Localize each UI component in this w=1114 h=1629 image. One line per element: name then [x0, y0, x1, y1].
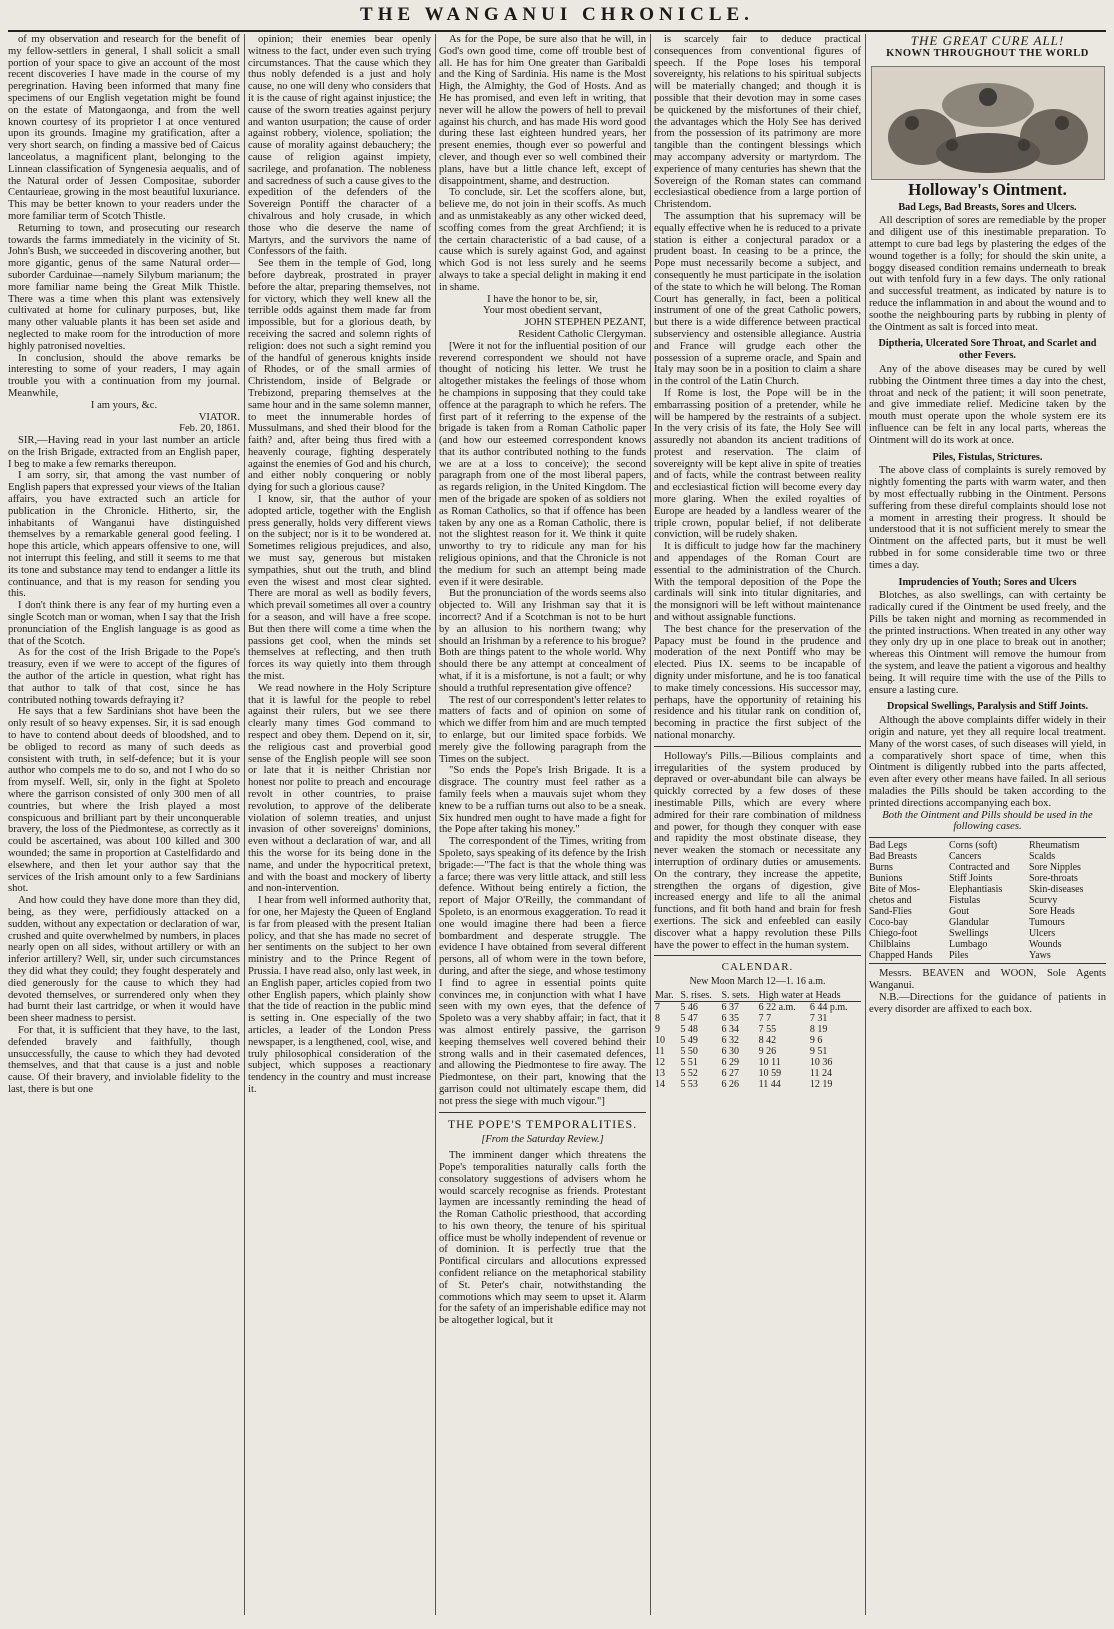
- column-1: [8, 34, 240, 1615]
- advert-brand: Holloway's Ointment.: [908, 179, 1067, 199]
- calendar-cell: 10 11: [758, 1056, 781, 1068]
- calendar-cell: 8 19: [809, 1023, 828, 1035]
- case-item: Cancers: [949, 851, 982, 863]
- paragraph: The correspondent of the Times, writing from Spoleto, says speaking of its defence by the Irish brigade:—"The fact is that the whole thing was a farce; there was very little attack, and still less defence. Without being entirely a fiction, the report of Major O'Reilly, the commandant of Spoleto, is an enormous exaggeration. To read it one would imagine there had been a fierce bombardment and desperate struggle. The evidence I have obtained from several different persons, all of whom were in the town before, during, and after the siege, and whose testimony I find to agree in essential points quite convinces me, in conjunction with what I have seen with my own eyes, that the defence of Spoleto was a very shabby affair; in fact, that it was almost entirely passive, the garrison keeping themselves well covered behind their strong walls and in their casemated defences, and allowing the Piedmontese to fire away. The Piedmontese, on their part, knowing that the garrison could not ultimately escape them, did not press the siege with much vigour."]: [439, 836, 646, 1107]
- divider: [654, 746, 861, 747]
- paragraph: opinion; their enemies bear openly witness to the fact, under even such trying circumstances. That the cause which they thus nobly defended is a just and holy cause, no one will deny who considers that it is the cause of right against injustice; the cause of the sworn treaties against perjury and wanton usurpation; the cause of order against robbery, violence, spoliation; the cause of morality against debauchery; the cause of religion against impiety, sacrilege, and profanation. The nobleness and sacredness of such a cause gives to the expedition of the defenders of the Sovereign Pontiff the character of a chivalrous and holy crusade, in which those who die deserve the name of Martyrs, and the survivors the name of Confessors of the faith.: [248, 34, 431, 258]
- letter-signature-title: Resident Catholic Clergyman.: [518, 328, 646, 340]
- case-item: Bad Legs: [869, 840, 908, 852]
- case-item: Burns: [869, 862, 893, 874]
- calendar-cell: 6 35: [721, 1012, 740, 1024]
- letter-close: Your most obedient servant,: [483, 305, 602, 317]
- columns: [8, 34, 1106, 1615]
- paragraph: The best chance for the preservation of the Papacy must be found in the prudence and moderation of the next Pontiff who may be elected. Pius IX. seems to be incapable of dignity under misfortune, and he is too fanatical to make timely concessions. His successor may, perhaps, have the opportunity of retaining his residence and his titular rank on condition of, becoming in practice the first subject of the national monarchy.: [654, 623, 861, 742]
- case-item: Glandular: [949, 917, 989, 929]
- paragraph: It is difficult to judge how far the machinery and appendages of the Roman Court are essential to the administration of the Church. With the temporal deposition of the Pope the cardinals will sink into titular dignitaries, and the monsignori will be left without maintenance and without assignable functions.: [654, 541, 861, 624]
- calendar-cell: 6 34: [721, 1023, 740, 1035]
- case-item: Yaws: [1029, 950, 1051, 962]
- paragraph: Blotches, as also swellings, can with certainty be radically cured if the Ointment be used freely, and the Pills be taken night and morning as recommended in the printed instructions. When treated in any other way they only dry up in one place to break out in another; whereas this Ointment will remove the humour from the system, and leave the patient a vigorous and healthy being. It will require time with the use of the Pills to ensure a lasting cure.: [869, 590, 1106, 696]
- nb-note: N.B.—Directions for the guidance of patients in every disorder are affixed to each box.: [869, 991, 1106, 1015]
- calendar-header: S. rises.: [679, 990, 720, 1002]
- cases-title: Both the Ointment and Pills should be used in the following cases.: [882, 809, 1093, 833]
- case-item: Corns (soft): [949, 840, 998, 852]
- calendar-cell: 11: [655, 1045, 665, 1057]
- calendar-cell: 9 51: [809, 1045, 828, 1057]
- case-item: Skin-diseases: [1029, 884, 1084, 896]
- case-item: Bite of Mos-: [869, 884, 921, 896]
- case-item: Wounds: [1029, 939, 1062, 951]
- agents: Messrs. BEAVEN and WOON, Sole Agents Wanganui.: [869, 968, 1106, 992]
- calendar-cell: 5 47: [680, 1012, 698, 1024]
- paragraph: I don't think there is any fear of my hurting even a single Scotch man or woman, when I say that the Irish pronunciation of the English language is as good as that of the Scotch.: [8, 600, 240, 647]
- calendar-cell: 8: [655, 1012, 660, 1024]
- calendar-cell: 6 29: [721, 1056, 740, 1068]
- paragraph: But the pronunciation of the words seems also objected to. Will any Irishman say that it is incorrect? And if a Scotchman is not to be hurt by an allusion to his northern twang; why should an Irishman by a reference to his brogue? Both are things patent to the whole world. Why should there be any attempt at concealment of what, if it is a misfortune, is not a fault; or why should a truthful representation give offence?: [439, 588, 646, 694]
- calendar-row: [654, 1068, 861, 1079]
- calendar-table: [654, 990, 861, 1090]
- calendar-cell: 5 51: [680, 1056, 698, 1068]
- calendar-cell: 6 44 p.m.: [809, 1001, 848, 1013]
- column-3: [439, 34, 646, 1615]
- calendar-cell: 5 53: [680, 1078, 698, 1090]
- case-item: Coco-bay: [869, 917, 908, 929]
- calendar-cell: 7 55: [758, 1023, 777, 1035]
- calendar-cell: 10 59: [758, 1067, 782, 1079]
- paragraph: If Rome is lost, the Pope will be in the embarrassing position of a pretender, while he will be hampered by the restraints of a subject. In the very crisis of its fate, the Holy See will assuredly not abandon its ancient traditions of protest and reservation. The claim of sovereignty will be kept alive in spite of treaties and of facts, while the contrast between reality and ecclesiastical fiction will become every day more glaring. When the exiled royalties of Europe are headed by a landless wearer of the triple crown, popular belief, if not deliberate conviction, will be rudely shaken.: [654, 387, 861, 541]
- calendar-row: [654, 1079, 861, 1090]
- column-2: [248, 34, 431, 1615]
- case-item: Chapped Hands: [869, 950, 933, 962]
- article-heading: THE POPE'S TEMPORALITIES.: [447, 1116, 638, 1131]
- engraving-illustration: [872, 67, 1104, 179]
- case-item: Chilblains: [869, 939, 911, 951]
- paragraph: I hear from well informed authority that, for one, her Majesty the Queen of England is far from pleased with the present Italian policy, and that she has made no secret of her sentiments on the subject to her own ministry and to the Prince Regent of Prussia. I have read also, only last week, in an English paper, articles copied from two other English papers, which plainly show that the tide of reaction in the public mind is setting in. One especially of the two articles, a leader of the London Press newspaper, is a lengthened, cool, wise, and truly philosophical consideration of the subject, which supposes a reactionary tendency in the country and must increase it.: [248, 895, 431, 1095]
- calendar-cell: 8 42: [758, 1034, 777, 1046]
- calendar-cell: 7: [655, 1001, 660, 1013]
- calendar-cell: 10 36: [809, 1056, 833, 1068]
- calendar-cell: 6 37: [721, 1001, 740, 1013]
- letter-close: I am yours, &c.: [90, 399, 158, 411]
- calendar-moon: New Moon March 12—1. 16 a.m.: [689, 976, 826, 988]
- article-source: [From the Saturday Review.]: [481, 1134, 604, 1146]
- paragraph: The imminent danger which threatens the Pope's temporalities naturally calls forth the consolatory suggestions of advisers whom he would scarcely recognise as friends. Protestant laymen are incessantly reminding the head of the Roman Catholic priesthood, that according to his own theory, the tenure of his spiritual office must be wholly independent of revenue or of dominion. It is perfectly true that the Pontifical circulars and allocutions expressed confident reliance on the metaphorical stability of St. Peter's chair, notwithstanding the commotions which may seem to upset it. Alarm for the safety of an imperishable edifice may not be altogether logical, but it: [439, 1150, 646, 1327]
- divider: [439, 1112, 646, 1113]
- paragraph: He says that a few Sardinians shot have been the only result of so heavy expenses. Sir, it is sad enough to have to contend about deeds of bloodshed, and to be obliged to record as many of such deeds as consistent with truth, in self-defence; but it is your author who compels me to do so, and not I who do so from myself. Well, sir, only in the fight at Spoleto where the garrison consisted of only 300 men of all countries, but where the Irish played a most conspicuous and brilliant part by their unconquerable bravery, the loss of the Piedmontese, as correctly as it could be ascertained, was about 100 killed and 300 wounded; the same in proportion at Castelfidardo and elsewhere, and then let your author say that the services of the Irish amount only to a few Sardinians shot.: [8, 706, 240, 895]
- paragraph: The above class of complaints is surely removed by nightly fomenting the parts with warm water, and then by most effectually rubbing in the Ointment. Persons suffering from these direful complaints should lose not a moment in arresting their progress. It should be understood that it is not sufficient merely to smear the Ointment on the affected parts, but it must be well rubbed in for some considerable time two or three times a day.: [869, 465, 1106, 571]
- case-item: Contracted and: [949, 862, 1010, 874]
- case-item: Gout: [949, 906, 969, 918]
- case-item: Sore-throats: [1029, 873, 1078, 885]
- case-item: Bunions: [869, 873, 903, 885]
- case-item: Chiego-foot: [869, 928, 918, 940]
- paragraph: For that, it is sufficient that they have, to the last, defended bravely and faithfully, though unsuccessfully, the cause to which they had devoted themselves, and that that cause is a just and noble cause. Of their bravery, and inviolable fidelity to the last, there is but one: [8, 1024, 240, 1095]
- letter-signature: VIATOR.: [198, 411, 240, 423]
- letter-close: I have the honor to be, sir,: [487, 293, 598, 305]
- divider: [654, 955, 861, 956]
- calendar-cell: 10: [655, 1034, 665, 1046]
- paragraph: Any of the above diseases may be cured by well rubbing the Ointment three times a day into the chest, throat and neck of the patient; it will soon penetrate, and give immediate relief. Medicine taken by the mouth must operate upon the whole system ere its influence can be felt in any local parts, whereas the Ointment will do its work at once.: [869, 363, 1106, 446]
- cases-list: [869, 837, 1106, 964]
- calendar-cell: 7 7: [758, 1012, 772, 1024]
- section-title: Imprudencies of Youth; Sores and Ulcers: [898, 576, 1077, 588]
- paragraph: I know, sir, that the author of your adopted article, together with the English press generally, holds very different views on the subject; nor is it to be wondered at. Sometimes religious prejudices, and also, we must say, generous but mistaken sympathies, shut out the truth, and blind even the wisest and most clear sighted. There are moral as well as bodily fevers, which prevail sometimes all over a country for a season, and will have a free scope. But then there will come a time when the passions get cool, when the minds set themselves at reflecting, and then truth forces its way quietly into them through the mist.: [248, 494, 431, 683]
- paragraph: SIR,—Having read in your last number an article on the Irish Brigade, extracted from an English paper, I beg to make a few remarks thereupon.: [8, 435, 240, 470]
- calendar-title: CALENDAR.: [721, 961, 794, 974]
- case-item: Scalds: [1029, 851, 1056, 863]
- paragraph: All description of sores are remediable by the proper and diligent use of this inestimable preparation. To attempt to cure bad legs by plastering the edges of the wound together is a folly; for should the skin unite, a boggy diseased condition remains underneath to break out with tenfold fury in a few days. The only rational and successful treatment, as indicated by nature is to reduce the inflammation in and about the wound and to soothe the neighbouring parts by rubbing in plenty of the Ointment as salt is forced into meat.: [869, 215, 1106, 333]
- calendar-cell: 11 44: [758, 1078, 781, 1090]
- calendar-header: S. sets.: [721, 990, 758, 1002]
- paragraph: To conclude, sir. Let the scoffers alone, but, believe me, do not join in their scoffs. As much and as unmistakeably as any other wicked deed, scoffing comes from the great Archfiend; it is the certain characteristic of a bad cause, of a cause which is surely against God, and against which God is not less surely and he seems always to take a special delight in making it end in shame.: [439, 187, 646, 293]
- masthead: THE WANGANUI CHRONICLE.: [8, 0, 1106, 32]
- case-item: Fistulas: [949, 895, 981, 907]
- calendar-cell: 9: [655, 1023, 660, 1035]
- case-item: chetos and: [869, 895, 912, 907]
- calendar-cell: 6 27: [721, 1067, 740, 1079]
- paragraph: As for the cost of the Irish Brigade to the Pope's treasury, even if we were to accept of the figures of the author of the article in question, what right has that author to talk of that cost, since he has contributed nothing towards defraying it?: [8, 647, 240, 706]
- calendar-row: [654, 1035, 861, 1046]
- calendar-cell: 7 31: [809, 1012, 828, 1024]
- paragraph: I am sorry, sir, that among the vast number of English papers that expressed your views of the Italian affairs, you have extracted such an article for publication in the Chronicle. Hitherto, sir, the inhabitants of Wanganui have distinguished themselves by a remarkable general good feeling. I hope this article, which appears offensive to one, will not interrupt this feeling, and still it seems to me that its tone and substance may tend to endanger a little its continuance, and that is my reason for sending you this.: [8, 470, 240, 600]
- calendar-cell: 9 26: [758, 1045, 777, 1057]
- paragraph: We read nowhere in the Holy Scripture that it is lawful for the people to rebel against their rulers, but we see there clearly many times God command to respect and obey them. Depend on it, sir, the religious cast and proverbial good sense of the English people will see soon or late that it is neither Christian nor honest nor polite to preach and encourage revolt in other countries, to praise revolution, to approve of the deliberate violation of solemn treaties, and unjust invasion of other sovereigns' dominions, even without a declaration of war, and all this the worse for its being done in the name, and under the hypocritical pretext, and with the boast and mockery of liberty and non-intervention.: [248, 682, 431, 895]
- letter-signature: JOHN STEPHEN PEZANT,: [524, 317, 646, 329]
- section-title: Dropsical Swellings, Paralysis and Stiff Joints.: [886, 701, 1089, 713]
- paragraph: See them in the temple of God, long before daybreak, prostrated in prayer before the altar, preparing themselves, not for victory, which they well knew all the terrible odds against them made far from impossible, but for a glorious death, by receiving the sacred and solemn rights of religion: does not such a sight remind you of the handful of generous knights inside of Rhodes, or of the small armies of Christendom, inside of Belgrade or Trebizond, preparing themselves at the same hour and in the same solemn manner, to meet the innumerable hordes of Mussulmans, and shed their blood for the faith? and, after being thus fired with a heavenly courage, fighting desperately against the enemies of God and his church, and either nobly conquering or nobly dying for such a glorious cause?: [248, 258, 431, 494]
- calendar-row: [654, 1057, 861, 1068]
- column-4: [654, 34, 861, 1615]
- calendar-cell: 5 48: [680, 1023, 698, 1035]
- case-item: Rheumatism: [1029, 840, 1080, 852]
- calendar-cell: 12 19: [809, 1078, 833, 1090]
- advert-subtitle: KNOWN THROUGHOUT THE WORLD: [886, 48, 1089, 59]
- calendar-cell: 5 49: [680, 1034, 698, 1046]
- paragraph: The rest of our correspondent's letter relates to matters of facts and of opinion on some of which we differ from him and are much tempted to enlarge, but our limited space forbids. We merely give the following paragraph from the Times on the subject.: [439, 694, 646, 765]
- case-item: Piles: [949, 950, 969, 962]
- case-item: Tumours: [1029, 917, 1065, 929]
- calendar-cell: 5 46: [680, 1001, 698, 1013]
- case-item: Stiff Joints: [949, 873, 993, 885]
- paragraph: In conclusion, should the above remarks be interesting to some of your readers, I may again trouble you with a continuation from my journal. Meanwhile,: [8, 352, 240, 399]
- calendar-cell: 14: [655, 1078, 665, 1090]
- calendar-cell: 6 30: [721, 1045, 740, 1057]
- calendar-cell: 13: [655, 1067, 665, 1079]
- paragraph: Although the above complaints differ widely in their origin and nature, yet they all require local treatment. Many of the worst cases, of such diseases will yield, in a comparatively short space of time, when this Ointment is diligently rubbed into the parts affected, even after every other means have failed. In all serious maladies the Pills should be taken according to the printed directions accompanying each box.: [869, 715, 1106, 809]
- column-rule: [244, 34, 245, 1615]
- paragraph: The assumption that his supremacy will be equally effective when he is reduced to a private station is either a conjectural paradox or a prudent boast. In ceasing to be a prince, the Pope must necessarily become a subject, and consequently he must participate in the isolation of the state to which he will belong. The Roman Court has generally, in fact, been a political instrument of one of the great Catholic powers, but there is a wide difference between practical subserviency and ostensible allegiance. Austria and France will grudge each other the possession of a supreme oracle, and Spain and Italy may soon be in a position to claim a share in the control of the Latin Church.: [654, 210, 861, 388]
- column-rule: [865, 34, 866, 1615]
- pills-advert: Holloway's Pills.—Bilious complaints and irregularities of the system produced by depraved or over-abundant bile can always be quickly corrected by a few doses of these inestimable Pills, which are every where admired for their rare combination of mildness and power, for though they conquer with ease and rapidity the most obstinate disease, they never weaken the stomach or necessitate any interruption of ordinary duties or amusements. On the contrary, they increase the appetite, strengthen the organs of digestion, give increased energy and life to all the animal functions, and fit both hand and brain for fresh exertions. The sick and enfeebled can easily discover what a happy revolution these Pills have the power to effect in the human system.: [654, 750, 861, 951]
- paragraph: Returning to town, and prosecuting our research towards the farms immediately in the vicinity of St. John's Bush, we succeeded in discovering another, but more gigantic, genus of the same Natural order—suborder Carduinae—namely Silybum marianum; the more familiar name being the Great Milk Thistle. There was a time when this plant was extensively cultivated at home for culinary purposes, but, like many other valuable plants it has been set aside and neglected to make room for the introduction of more highly patronised novelties.: [8, 222, 240, 352]
- section-title: Piles, Fistulas, Strictures.: [932, 451, 1043, 463]
- case-item: Swellings: [949, 928, 989, 940]
- column-rule: [435, 34, 436, 1615]
- calendar-cell: 6 26: [721, 1078, 740, 1090]
- advert-engraving-image: [871, 66, 1105, 180]
- calendar-cell: 5 52: [680, 1067, 698, 1079]
- case-item: Bad Breasts: [869, 851, 918, 863]
- case-item: Ulcers: [1029, 928, 1056, 940]
- paragraph: "So ends the Pope's Irish Brigade. It is a disgrace. The country must feel rather as a family feels when a mauvais sujet whom they knew to be a ruffian turns out also to be a sneak. Six hundred men ought to have made a fight for the Pope after taking his money.": [439, 765, 646, 836]
- case-item: Lumbago: [949, 939, 988, 951]
- case-item: Elephantiasis: [949, 884, 1003, 896]
- paragraph: As for the Pope, be sure also that he will, in God's own good time, come off trouble best of all. He has for him One greater than Garibaldi and the King of Sardinia. His name is the Most High, the Almighty, the God of Hosts. And as He has promised, and even left in writing, that never will he allow the powers of hell to prevail against his church, and has made His word good during these last eighteen hundred years, her present enemies, though ever so powerful and clever, and though ever so well combined their plans, have but a little chance left, except of disappointment, shame, and destruction.: [439, 34, 646, 187]
- calendar-row: [654, 1013, 861, 1024]
- letter-date: Feb. 20, 1861.: [179, 423, 240, 435]
- calendar-cell: 9 6: [809, 1034, 823, 1046]
- case-item: Sore Heads: [1029, 906, 1075, 918]
- calendar-cell: 5 50: [680, 1045, 698, 1057]
- calendar-cell: 6 22 a.m.: [758, 1001, 796, 1013]
- calendar-row: [654, 1001, 861, 1013]
- paragraph: is scarcely fair to deduce practical consequences from conventional figures of speech. If the Pope loses his temporal sovereignty, his relations to his spiritual subjects will be materially changed; and though it is possible that their devotion may in some cases be quickened by the misfortunes of their chief, the advantages which the Holy See has derived from the possession of its patrimony are more tangible than the contingent blessings which may accompany adversity or martyrdom. The experience of many centuries has shewn that the Sovereign of the Roman states can command ecclesiastical obedience from a large portion of Christendom.: [654, 34, 861, 211]
- calendar-header: High water at Heads: [758, 990, 861, 1002]
- paragraph: And how could they have done more than they did, being, as they were, perfidiously attacked on a sudden, without any expectation or declaration of war, crushed and quite overwhelmed by numbers, in places nearly open on all sides, without artillery or with an inferior artillery? Well, sir, under such circumstances they did what they could; they fought desperately and died generously for the cause to which they had devoted themselves, or surrendered only when they had burnt their last cartridge, or when it would have been sheer madness to persist.: [8, 895, 240, 1025]
- editor-note: [Were it not for the influential position of our reverend correspondent we should not have thought of noticing his letter. We trust he altogether mistakes the feelings of those whom he champions in supposing that they could take offence at the paragraph to which he refers. The first part of it referring to the expense of the brigade is taken from a Roman Catholic paper (and how our esteemed correspondent knows that its author contributed nothing to the funds we are at a loss to conceive); the second paragraph from one of the most liberal papers, as regards religion, in the United Kingdom. The men of the brigade are spoken of as soldiers not as Roman Catholics, so that if offence has been taken by any one as a Roman Catholic, there is not the slightest reason for it. We think it quite unworthy to try to ridicule any man for his religious opinions, and that the Chronicle is not the medium for such an attempt being made even if it were desirable.: [439, 340, 646, 588]
- calendar-cell: 11 24: [809, 1067, 833, 1079]
- case-item: Sand-Flies: [869, 906, 912, 918]
- section-title: Diptheria, Ulcerated Sore Throat, and Scarlet and other Fevers.: [878, 338, 1097, 362]
- calendar-cell: 6 32: [721, 1034, 740, 1046]
- calendar-row: [654, 1046, 861, 1057]
- calendar-header: Mar.: [654, 990, 679, 1002]
- advert-title: THE GREAT CURE ALL!: [910, 34, 1065, 48]
- column-5: [869, 34, 1106, 1615]
- calendar-cell: 12: [655, 1056, 665, 1068]
- calendar-row: [654, 1024, 861, 1035]
- case-item: Sore Nipples: [1029, 862, 1081, 874]
- section-title: Bad Legs, Bad Breasts, Sores and Ulcers.: [898, 201, 1077, 213]
- paragraph: of my observation and research for the benefit of my fellow-settlers in general, I shall solicit a small portion of your space to give an account of the most recent discoveries I have made in the course of my peregrination. Having been informed that many fine specimens of our English vegetation might be found on the estate of Matongaonga, and from the well known courtesy of its proprietor I at once ventured upon its grounds. Imagine my gratification, after a very short search, on finding a massive bed of Caicus lanceolatus, a magnificent plant, belonging to the Linnean classification of Syngenesia aequalis, and of the Natural order of Jessen Compositae, suborder Centaurieae, growing in the most beautiful luxuriance. This may be better known to your readers under the more familiar term of Scotch Thistle.: [8, 34, 240, 222]
- case-item: Scurvy: [1029, 895, 1058, 907]
- column-rule: [650, 34, 651, 1615]
